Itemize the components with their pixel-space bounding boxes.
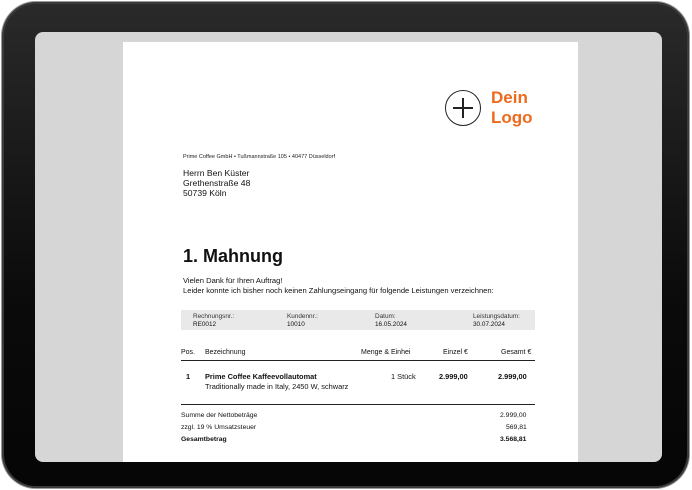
table-divider — [181, 404, 535, 405]
meta-value: 10010 — [287, 320, 305, 328]
recipient-street: Grethenstraße 48 — [183, 177, 251, 188]
intro-line-1: Vielen Dank für Ihren Auftrag! — [183, 276, 283, 285]
recipient-name: Herrn Ben Küster — [183, 168, 250, 178]
header-total: Gesamt € — [501, 349, 532, 356]
totals-grand — [181, 436, 535, 448]
meta-label: Datum: — [375, 313, 396, 320]
totals-vat — [181, 424, 535, 436]
row-unit-price: 2.999,00 — [439, 372, 468, 381]
totals-net — [181, 412, 535, 424]
intro-line-2: Leider konnte ich bisher noch keinen Zahlungseingang für folgende Leistungen verzeichnen: — [183, 285, 494, 295]
meta-label: Rechnungsnr.: — [193, 313, 235, 320]
row-total: 2.999,00 — [498, 372, 527, 381]
invoice-page — [123, 42, 578, 462]
meta-value: RE0012 — [193, 320, 217, 328]
logo-text — [491, 88, 551, 128]
total-label: Summe der Nettobeträge — [181, 412, 258, 419]
total-value: 2.999,00 — [500, 412, 527, 419]
plus-circle-icon — [445, 90, 481, 126]
totals-block — [181, 412, 535, 448]
total-label: Gesamtbetrag — [181, 436, 227, 443]
meta-value: 30.07.2024 — [473, 320, 505, 328]
total-label: zzgl. 19 % Umsatzsteuer — [181, 424, 257, 431]
meta-invoice-number — [193, 313, 234, 328]
row-name: Prime Coffee Kaffeevollautomat — [205, 372, 317, 381]
sender-line: Prime Coffee GmbH • Tußmannstraße 105 • 40477 Düsseldorf — [183, 154, 336, 160]
tablet-frame — [2, 2, 689, 488]
row-quantity: 1 Stück — [391, 372, 416, 381]
logo-line-1: Dein — [491, 88, 528, 107]
logo-line-2: Logo — [491, 108, 533, 127]
document-title: 1. Mahnung — [183, 246, 283, 266]
table-row — [181, 372, 535, 396]
meta-service-date — [473, 313, 520, 328]
table-header — [181, 347, 535, 359]
meta-date — [375, 313, 407, 328]
recipient-address — [183, 169, 250, 198]
invoice-meta-bar — [181, 310, 535, 330]
header-unit-price: Einzel € — [443, 349, 468, 356]
intro-text — [183, 276, 494, 295]
meta-label: Leistungsdatum: — [473, 313, 520, 320]
row-pos: 1 — [186, 372, 191, 381]
total-value: 3.568,81 — [500, 436, 527, 443]
meta-label: Kundennr.: — [287, 313, 318, 320]
header-description: Bezeichnung — [205, 349, 246, 356]
tablet-screen — [35, 32, 662, 462]
total-value: 569,81 — [506, 424, 527, 431]
row-detail: Traditionally made in Italy, 2450 W, schwarz — [205, 382, 349, 391]
recipient-city: 50739 Köln — [183, 187, 227, 198]
meta-customer-number — [287, 313, 318, 328]
table-divider — [181, 360, 535, 361]
header-quantity: Menge & Einhei — [361, 349, 411, 356]
meta-value: 16.05.2024 — [375, 320, 407, 328]
header-pos: Pos. — [181, 349, 196, 356]
logo — [443, 88, 553, 134]
